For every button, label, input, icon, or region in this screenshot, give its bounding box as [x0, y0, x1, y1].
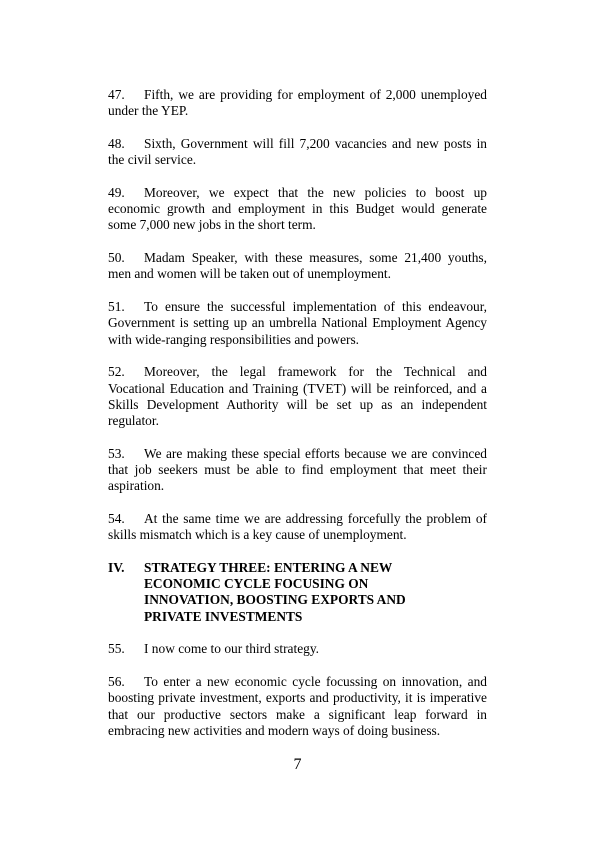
paragraph-54 — [108, 511, 487, 543]
paragraph-number: 50. — [108, 250, 125, 266]
paragraph-text: Moreover, we expect that the new policies to boost up economic growth and employment in this Budget would generate some 7,000 new jobs in the short term. — [108, 185, 487, 233]
paragraph-51 — [108, 299, 487, 348]
paragraph-48 — [108, 136, 487, 168]
paragraph-text: To ensure the successful implementation of this endeavour, Government is setting up an umbrella National Employment Agency with wide-ranging responsibilities and powers. — [108, 299, 487, 347]
paragraph-55 — [108, 641, 487, 657]
section-number: IV. — [108, 560, 125, 576]
paragraph-50 — [108, 250, 487, 282]
paragraph-number: 55. — [108, 641, 125, 657]
section-heading — [108, 560, 487, 625]
paragraph-52 — [108, 364, 487, 429]
page-number: 7 — [293, 756, 302, 773]
section-title: STRATEGY THREE: ENTERING A NEW ECONOMIC CYCLE FOCUSING ON INNOVATION, BOOSTING EXPORTS AND PRIVATE INVESTMENTS — [144, 560, 406, 624]
paragraph-number: 56. — [108, 674, 125, 690]
paragraph-text: Fifth, we are providing for employment of 2,000 unemployed under the YEP. — [108, 87, 487, 119]
paragraph-number: 48. — [108, 136, 125, 151]
document-body — [108, 87, 487, 756]
paragraph-text: I now come to our third strategy. — [144, 641, 320, 657]
paragraph-49 — [108, 185, 487, 234]
paragraph-number: 53. — [108, 445, 125, 461]
paragraph-number: 51. — [108, 299, 125, 315]
paragraph-number: 52. — [108, 364, 125, 380]
paragraph-text: At the same time we are addressing forcefully the problem of skills mismatch which is a key cause of unemployment. — [108, 511, 487, 543]
paragraph-text: Moreover, the legal framework for the Technical and Vocational Education and Training (TVET) will be reinforced, and a Skills Development Authority will be set up as an independent regulator. — [108, 364, 487, 429]
paragraph-text: To enter a new economic cycle focussing on innovation, and boosting private investment, exports and productivity, it is imperative that our productive sectors make a significant leap forward in embracing new activities and modern ways of doing business. — [108, 674, 487, 738]
paragraph-text: We are making these special efforts because we are convinced that job seekers must be able to find employment that meet their aspiration. — [108, 445, 487, 494]
paragraph-number: 49. — [108, 185, 125, 200]
paragraph-text: Madam Speaker, with these measures, some 21,400 youths, men and women will be taken out of unemployment. — [108, 250, 487, 282]
paragraph-number: 54. — [108, 511, 125, 527]
paragraph-number: 47. — [108, 87, 125, 102]
paragraph-47 — [108, 87, 487, 119]
paragraph-text: Sixth, Government will fill 7,200 vacancies and new posts in the civil service. — [108, 136, 487, 168]
paragraph-56 — [108, 674, 487, 739]
paragraph-53 — [108, 446, 487, 495]
